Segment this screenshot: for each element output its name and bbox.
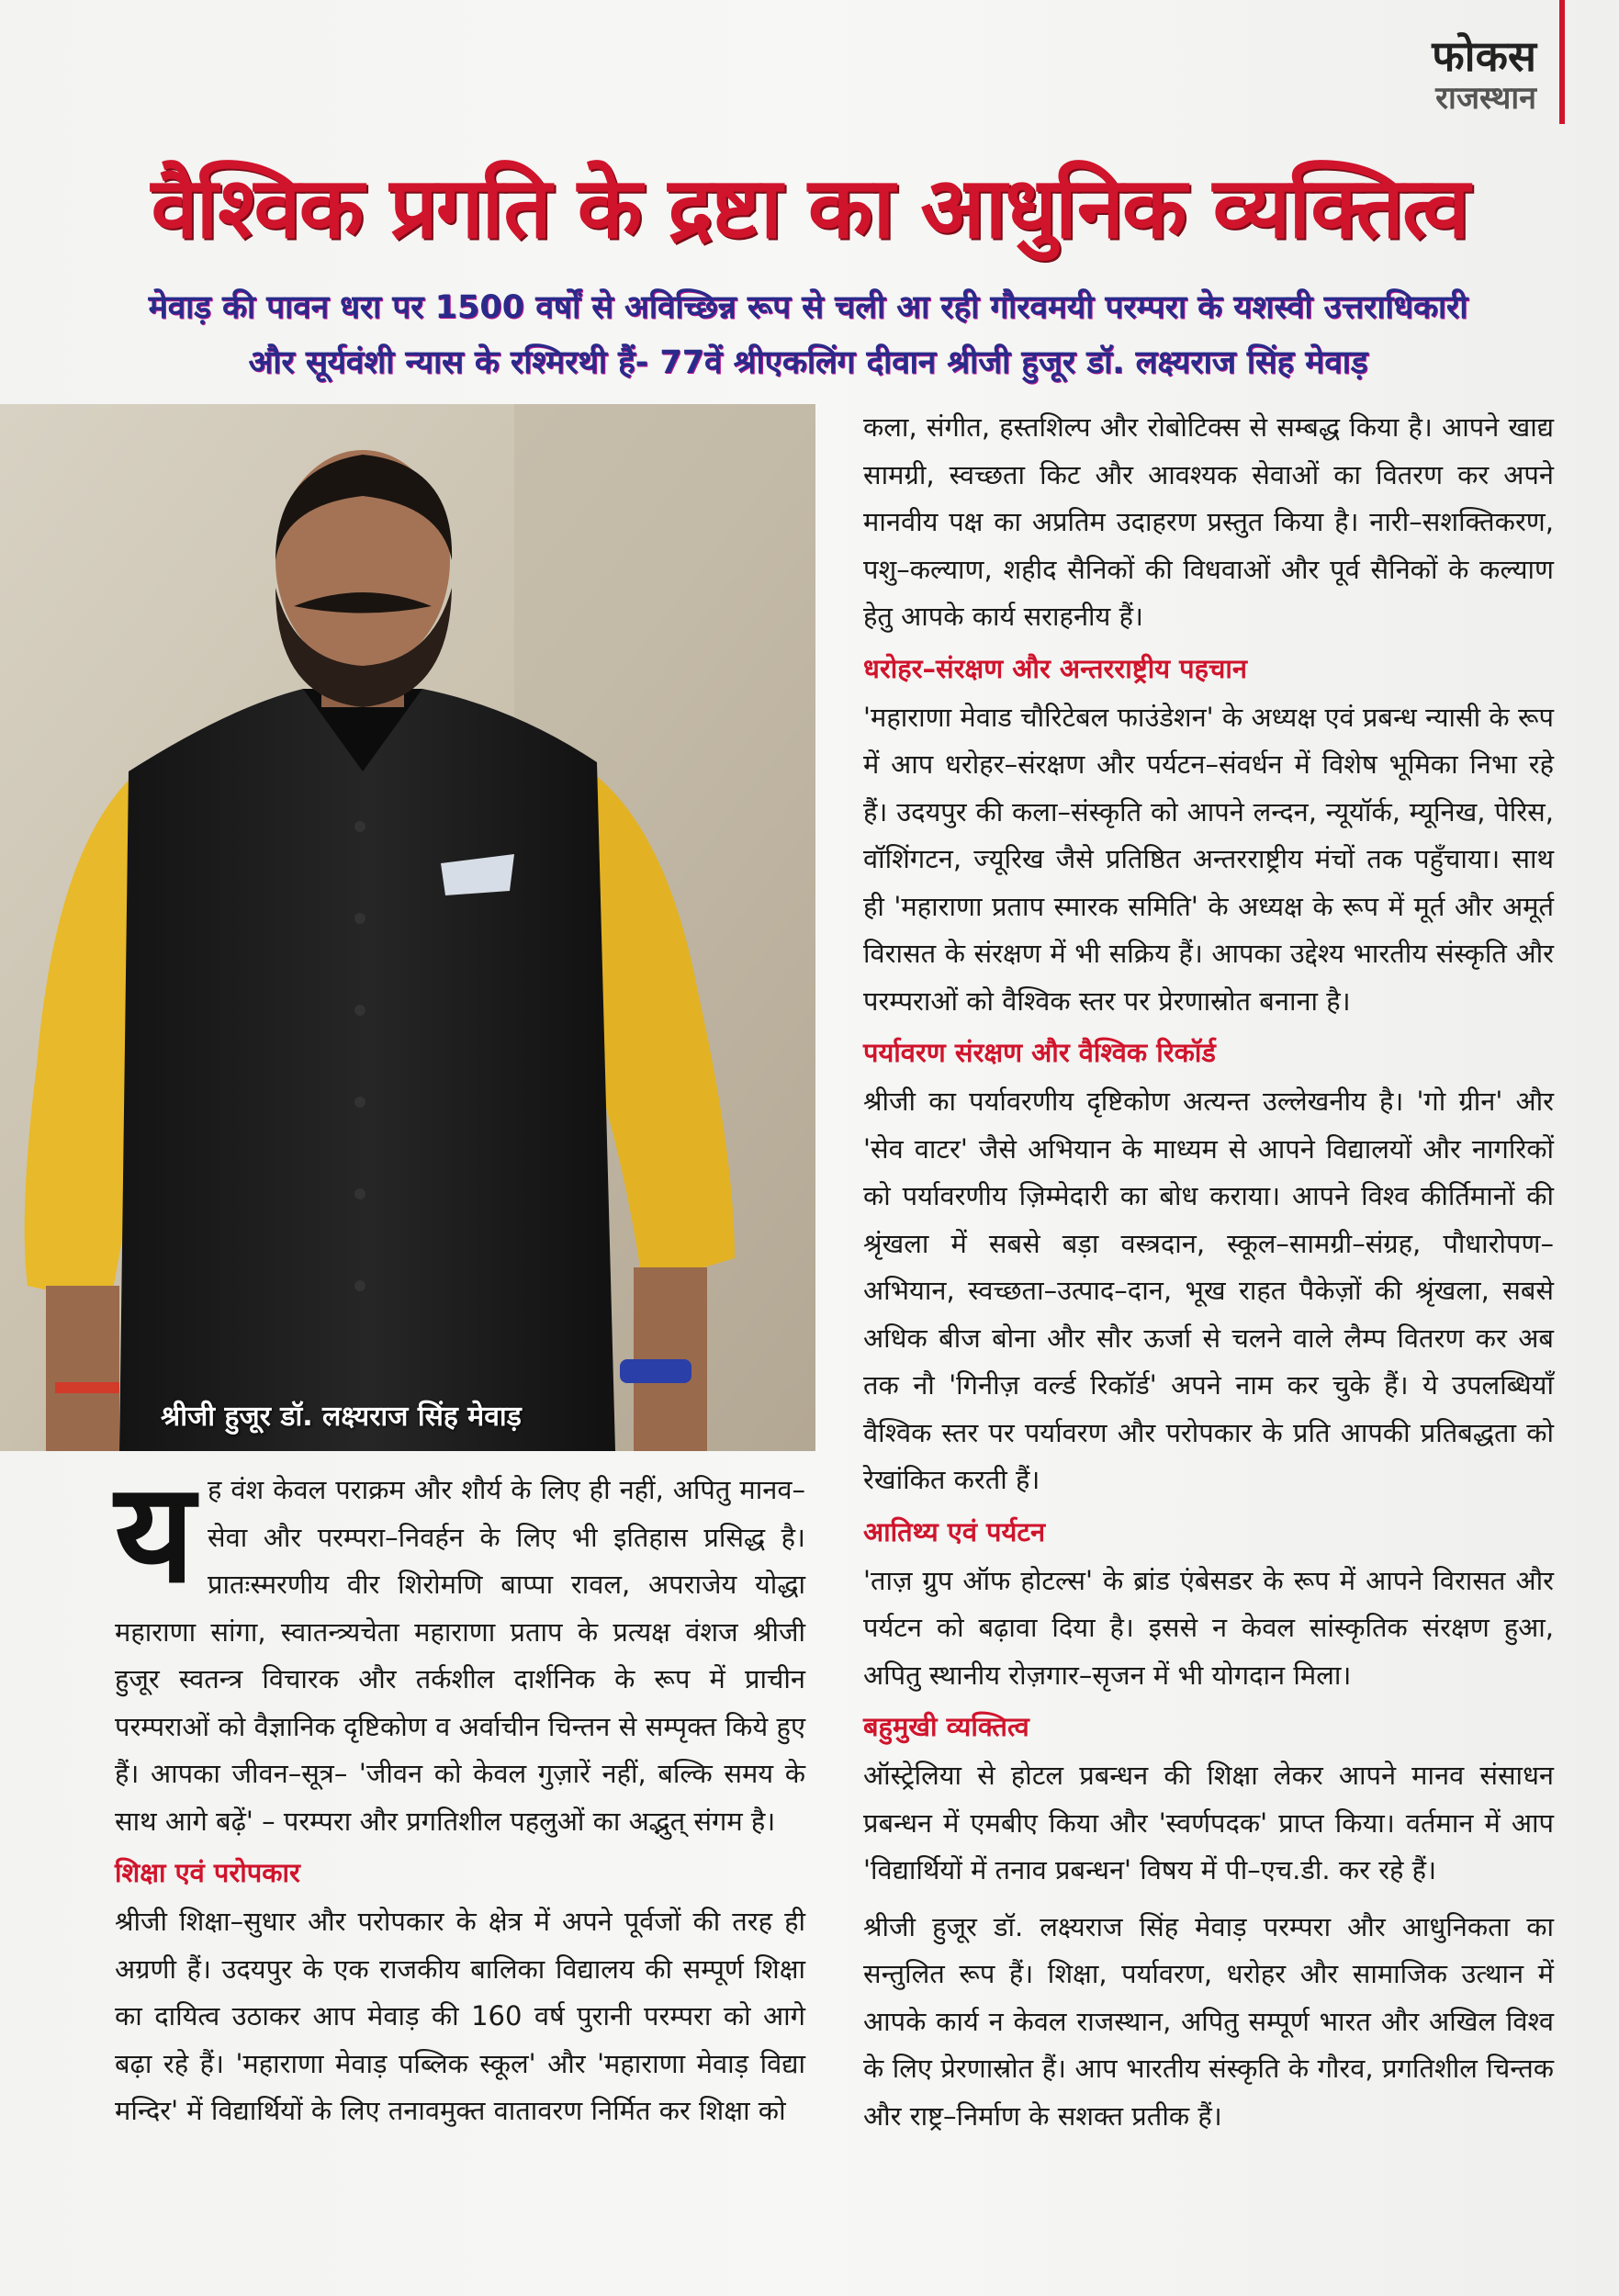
subtitle-line: मेवाड़ की पावन धरा पर 1500 वर्षों से अविच्छिन्न रूप से चली आ रही गौरवमयी परम्परा के यशस्वी उत्तराधिकारी xyxy=(148,289,1468,326)
section-heading: बहुमुखी व्यक्तित्व xyxy=(863,1711,1029,1742)
left-column xyxy=(115,1454,805,2135)
body-paragraph: 'ताज़ ग्रुप ऑफ होटल्स' के ब्रांड एंबेसडर के रूप में आपने विरासत और पर्यटन को बढ़ावा दिया है। इससे न केवल सांस्कृतिक संरक्षण हुआ, अपितु स्थानीय रोज़गार–सृजन में भी योगदान मिला। xyxy=(863,1564,1554,1691)
body-paragraph: श्रीजी हुजूर डॉ. लक्ष्यराज सिंह मेवाड़ परम्परा और आधुनिकता का सन्तुलित रूप हैं। शिक्षा, पर्यावरण, धरोहर और सामाजिक उत्थान में आपके कार्य न केवल राजस्थान, अपितु सम्पूर्ण भारत और अखिल विश्व के लिए प्रेरणास्रोत हैं। आप भारतीय संस्कृति के गौरव, प्रगतिशील चिन्तक और राष्ट्र–निर्माण के सशक्त प्रतीक हैं। xyxy=(863,1910,1554,2132)
drop-cap: य xyxy=(115,1454,196,1614)
section-heading: शिक्षा एवं परोपकार xyxy=(115,1857,300,1888)
photo-caption: श्रीजी हुजूर डॉ. लक्ष्यराज सिंह मेवाड़ xyxy=(161,1401,522,1433)
article-title: वैश्विक प्रगति के द्रष्टा का आधुनिक व्यक्तित्व xyxy=(151,159,1468,257)
subtitle-line: और सूर्यवंशी न्यास के रश्मिरथी हैं- 77वें श्रीएकलिंग दीवान श्रीजी हुजूर डॉ. लक्ष्यराज सिंह मेवाड़ xyxy=(248,344,1368,381)
portrait-photo xyxy=(0,404,815,1451)
section-heading: पर्यावरण संरक्षण और वैश्विक रिकॉर्ड xyxy=(863,1037,1216,1068)
body-paragraph: कला, संगीत, हस्तशिल्प और रोबोटिक्स से सम्बद्ध किया है। आपने खाद्य सामग्री, स्वच्छता किट और आवश्यक सेवाओं का वितरण कर अपने मानवीय पक्ष का अप्रतिम उदाहरण प्रस्तुत किया है। नारी–सशक्तिकरण, पशु–कल्याण, शहीद सैनिकों की विधवाओं और पूर्व सैनिकों के कल्याण हेतु आपके कार्य सराहनीय हैं। xyxy=(863,411,1554,632)
right-column xyxy=(863,404,1554,2140)
section-heading: धरोहर–संरक्षण और अन्तरराष्ट्रीय पहचान xyxy=(863,652,1248,684)
body-paragraph: श्रीजी शिक्षा–सुधार और परोपकार के क्षेत्र में अपने पूर्वजों की तरह ही अग्रणी हैं। उदयपुर के एक राजकीय बालिका विद्यालय की सम्पूर्ण शिक्षा का दायित्व उठाकर आप मेवाड़ की 160 वर्ष पुरानी परम्परा को आगे बढ़ा रहे हैं। 'महाराणा मेवाड़ पब्लिक स्कूल' और 'महाराणा मेवाड़ विद्या मन्दिर' में विद्यार्थियों के लिए तनावमुक्त वातावरण निर्मित कर शिक्षा को xyxy=(115,1906,805,2126)
intro-text: ह वंश केवल पराक्रम और शौर्य के लिए ही नहीं, अपितु मानव–सेवा और परम्परा–निवर्हन के लिए भी इतिहास प्रसिद्ध है। प्रातःस्मरणीय वीर शिरोमणि बाप्पा रावल, अपराजेय योद्धा महाराणा सांगा, स्वातन्त्र्यचेता महाराणा प्रताप के प्रत्यक्ष वंशज श्रीजी हुजूर स्वतन्त्र विचारक और तर्कशील दार्शनिक के रूप में प्राचीन परम्पराओं को वैज्ञानिक दृष्टिकोण व अर्वाचीन चिन्तन से सम्पृक्त किये हुए हैं। आपका जीवन–सूत्र– 'जीवन को केवल गुज़ारें नहीं, बल्कि समय के साथ आगे बढ़ें' – परम्परा और प्रगतिशील पहलुओं का अद्भुत् संगम है। xyxy=(115,1474,805,1837)
section-label: फोकस xyxy=(1432,31,1536,81)
section-tag xyxy=(1432,31,1536,117)
article-subtitle xyxy=(55,280,1561,390)
section-heading: आतिथ्य एवं पर्यटन xyxy=(863,1515,1046,1548)
intro-paragraph xyxy=(115,1454,805,1845)
body-paragraph: 'महाराणा मेवाड चौरिटेबल फाउंडेशन' के अध्यक्ष एवं प्रबन्ध न्यासी के रूप में आप धरोहर–संरक्षण और पर्यटन–संवर्धन में विशेष भूमिका निभा रहे हैं। उदयपुर की कला–संस्कृति को आपने लन्दन, न्यूयॉर्क, म्यूनिख, पेरिस, वॉशिंगटन, ज्यूरिख जैसे प्रतिष्ठित अन्तरराष्ट्रीय मंचों तक पहुँचाया। साथ ही 'महाराणा प्रताप स्मारक समिति' के अध्यक्ष के रूप में मूर्त और अमूर्त विरासत के संरक्षण में भी सक्रिय हैं। आपका उद्देश्य भारतीय संस्कृति और परम्पराओं को वैश्विक स्तर पर प्रेरणास्रोत बनाना है। xyxy=(863,701,1554,1017)
body-paragraph: ऑस्ट्रेलिया से होटल प्रबन्धन की शिक्षा लेकर आपने मानव संसाधन प्रबन्धन में एमबीए किया और 'स्वर्णपदक' प्राप्त किया। वर्तमान में आप 'विद्यार्थियों में तनाव प्रबन्धन' विषय में पी–एच.डी. कर रहे हैं। xyxy=(863,1760,1554,1885)
section-tag-bar xyxy=(1559,0,1565,124)
section-sublabel: राजस्थान xyxy=(1435,80,1536,117)
body-paragraph: श्रीजी का पर्यावरणीय दृष्टिकोण अत्यन्त उल्लेखनीय है। 'गो ग्रीन' और 'सेव वाटर' जैसे अभियान के माध्यम से आपने विद्यालयों और नागरिकों को पर्यावरणीय ज़िम्मेदारी का बोध कराया। आपने विश्व कीर्तिमानों की श्रृंखला में सबसे बड़ा वस्त्रदान, स्कूल–सामग्री–संग्रह, पौधारोपण–अभियान, स्वच्छता–उत्पाद–दान, भूख राहत पैकेज़ों की श्रृंखला, सबसे अधिक बीज बोना और सौर ऊर्जा से चलने वाले लैम्प वितरण कर अब तक नौ 'गिनीज़ वर्ल्ड रिकॉर्ड' अपने नाम कर चुके हैं। ये उपलब्धियाँ वैश्विक स्तर पर पर्यावरण और परोपकार के प्रति आपकी प्रतिबद्धता को रेखांकित करती हैं। xyxy=(863,1086,1554,1495)
